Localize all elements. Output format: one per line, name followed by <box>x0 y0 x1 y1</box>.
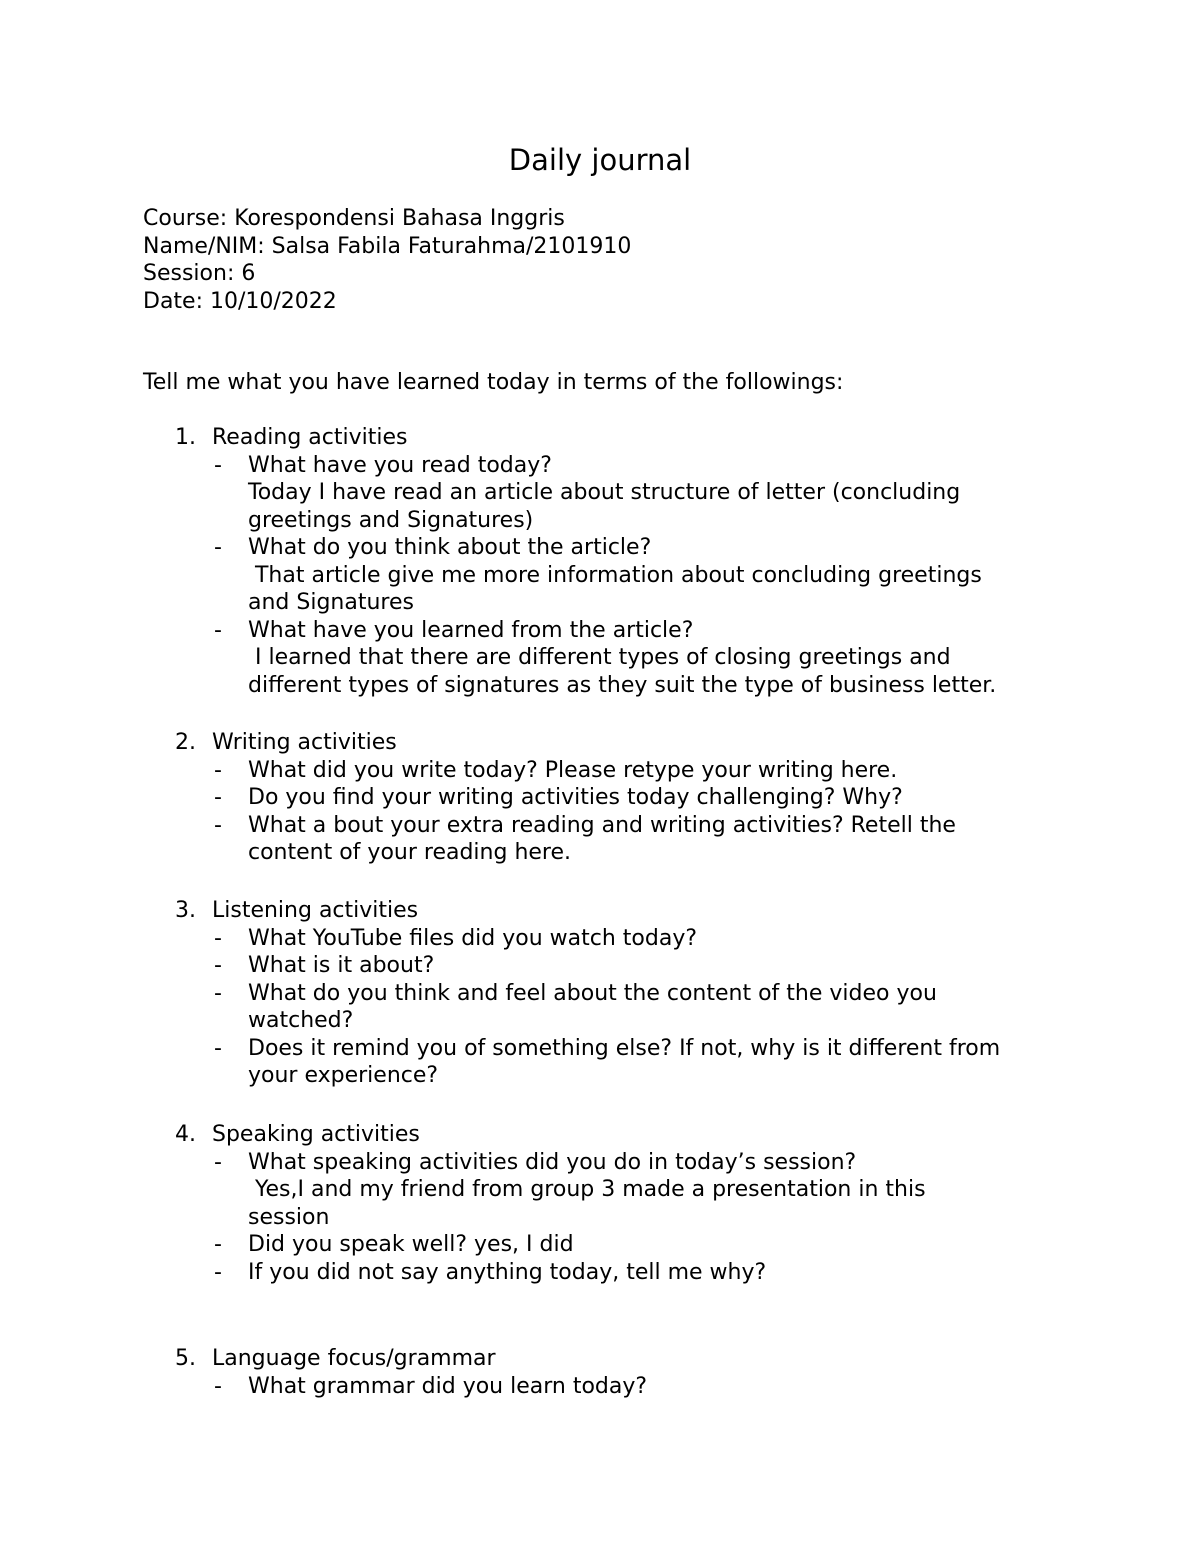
question-text <box>248 1149 1075 1232</box>
page-title: Daily journal <box>508 143 692 177</box>
course-line: Course: Korespondensi Bahasa Inggris <box>143 206 565 231</box>
section-number: 1. <box>175 425 196 450</box>
section-number: 2. <box>175 730 196 755</box>
answer-line: session <box>248 1204 330 1230</box>
date-line: Date: 10/10/2022 <box>143 288 337 314</box>
question-text <box>248 1259 1075 1287</box>
answer-line: your experience? <box>248 1063 439 1088</box>
bullet-dash: - <box>214 1035 222 1061</box>
question-item <box>212 1035 1075 1090</box>
question-line: Did you speak well? yes, I did <box>248 1232 574 1257</box>
question-item <box>212 1259 1075 1287</box>
answer-line: That article give me more information about concluding greetings <box>248 562 982 588</box>
question-line: What grammar did you learn today? <box>248 1373 648 1399</box>
question-line: What have you learned from the article? <box>248 617 694 643</box>
question-line: Does it remind you of something else? If not, why is it different from <box>248 1035 1001 1061</box>
question-item <box>212 1231 1075 1259</box>
question-item <box>212 1149 1075 1232</box>
prompt-text: Tell me what you have learned today in terms of the followings: <box>143 370 844 395</box>
bullet-dash: - <box>214 1232 222 1257</box>
journal-section <box>175 897 1075 1090</box>
section-title: Listening activities <box>212 898 419 923</box>
section-title: Reading activities <box>212 425 408 450</box>
answer-line: greetings and Signatures) <box>248 507 534 533</box>
question-text <box>248 812 1075 867</box>
section-number: 5. <box>175 1346 196 1371</box>
bullet-dash: - <box>214 980 222 1006</box>
section-heading <box>175 1121 1075 1149</box>
session-line: Session: 6 <box>143 261 256 286</box>
bullet-dash: - <box>214 953 222 978</box>
question-text <box>248 617 1075 700</box>
question-line: What have you read today? <box>248 452 552 478</box>
section-title: Language focus/grammar <box>212 1346 496 1371</box>
question-item <box>212 452 1075 535</box>
question-text <box>248 980 1075 1035</box>
journal-section <box>175 1345 1075 1400</box>
journal-section <box>175 424 1075 699</box>
question-line: If you did not say anything today, tell me why? <box>248 1259 767 1285</box>
question-item <box>212 534 1075 617</box>
bullet-dash: - <box>214 925 222 951</box>
question-text <box>248 534 1075 617</box>
bullet-dash: - <box>214 617 222 643</box>
journal-section <box>175 729 1075 867</box>
answer-line: content of your reading here. <box>248 840 572 865</box>
section-heading <box>175 1345 1075 1373</box>
section-title: Speaking activities <box>212 1122 420 1147</box>
answer-line: and Signatures <box>248 590 414 615</box>
bullet-dash: - <box>214 1373 222 1399</box>
question-item <box>212 617 1075 700</box>
answer-line: I learned that there are different types of closing greetings and <box>248 645 951 670</box>
bullet-dash: - <box>214 1259 222 1285</box>
question-item <box>212 812 1075 867</box>
question-line: What did you write today? Please retype your writing here. <box>248 757 898 783</box>
section-title: Writing activities <box>212 730 397 755</box>
question-text <box>248 1035 1075 1090</box>
answer-line: different types of signatures as they suit the type of business letter. <box>248 672 997 698</box>
question-item <box>212 980 1075 1035</box>
question-line: What a bout your extra reading and writing activities? Retell the <box>248 812 956 838</box>
question-line: What YouTube files did you watch today? <box>248 925 698 951</box>
question-line: What do you think about the article? <box>248 535 652 560</box>
question-text <box>248 452 1075 535</box>
question-item <box>212 1373 1075 1401</box>
answer-line: Today I have read an article about structure of letter (concluding <box>248 480 961 505</box>
bullet-dash: - <box>214 452 222 478</box>
question-line: What is it about? <box>248 953 435 978</box>
question-line: What do you think and feel about the content of the video you <box>248 980 937 1006</box>
question-item <box>212 757 1075 785</box>
journal-section <box>175 1121 1075 1286</box>
question-text <box>248 757 1075 785</box>
question-text <box>248 1373 1075 1401</box>
bullet-dash: - <box>214 812 222 838</box>
question-line: Do you find your writing activities today challenging? Why? <box>248 785 903 810</box>
answer-line: Yes,I and my friend from group 3 made a presentation in this <box>248 1177 926 1202</box>
bullet-dash: - <box>214 785 222 810</box>
section-number: 4. <box>175 1122 196 1147</box>
question-item <box>212 784 1075 812</box>
question-text <box>248 952 1075 980</box>
question-text <box>248 1231 1075 1259</box>
section-heading <box>175 729 1075 757</box>
bullet-dash: - <box>214 757 222 783</box>
section-heading <box>175 424 1075 452</box>
section-heading <box>175 897 1075 925</box>
name-line: Name/NIM: Salsa Fabila Faturahma/2101910 <box>143 233 632 259</box>
journal-meta <box>143 205 1103 315</box>
question-item <box>212 952 1075 980</box>
bullet-dash: - <box>214 535 222 560</box>
question-item <box>212 925 1075 953</box>
question-line: What speaking activities did you do in today’s session? <box>248 1149 857 1175</box>
section-number: 3. <box>175 898 196 923</box>
bullet-dash: - <box>214 1149 222 1175</box>
question-text <box>248 925 1075 953</box>
answer-line: watched? <box>248 1008 354 1033</box>
question-text <box>248 784 1075 812</box>
